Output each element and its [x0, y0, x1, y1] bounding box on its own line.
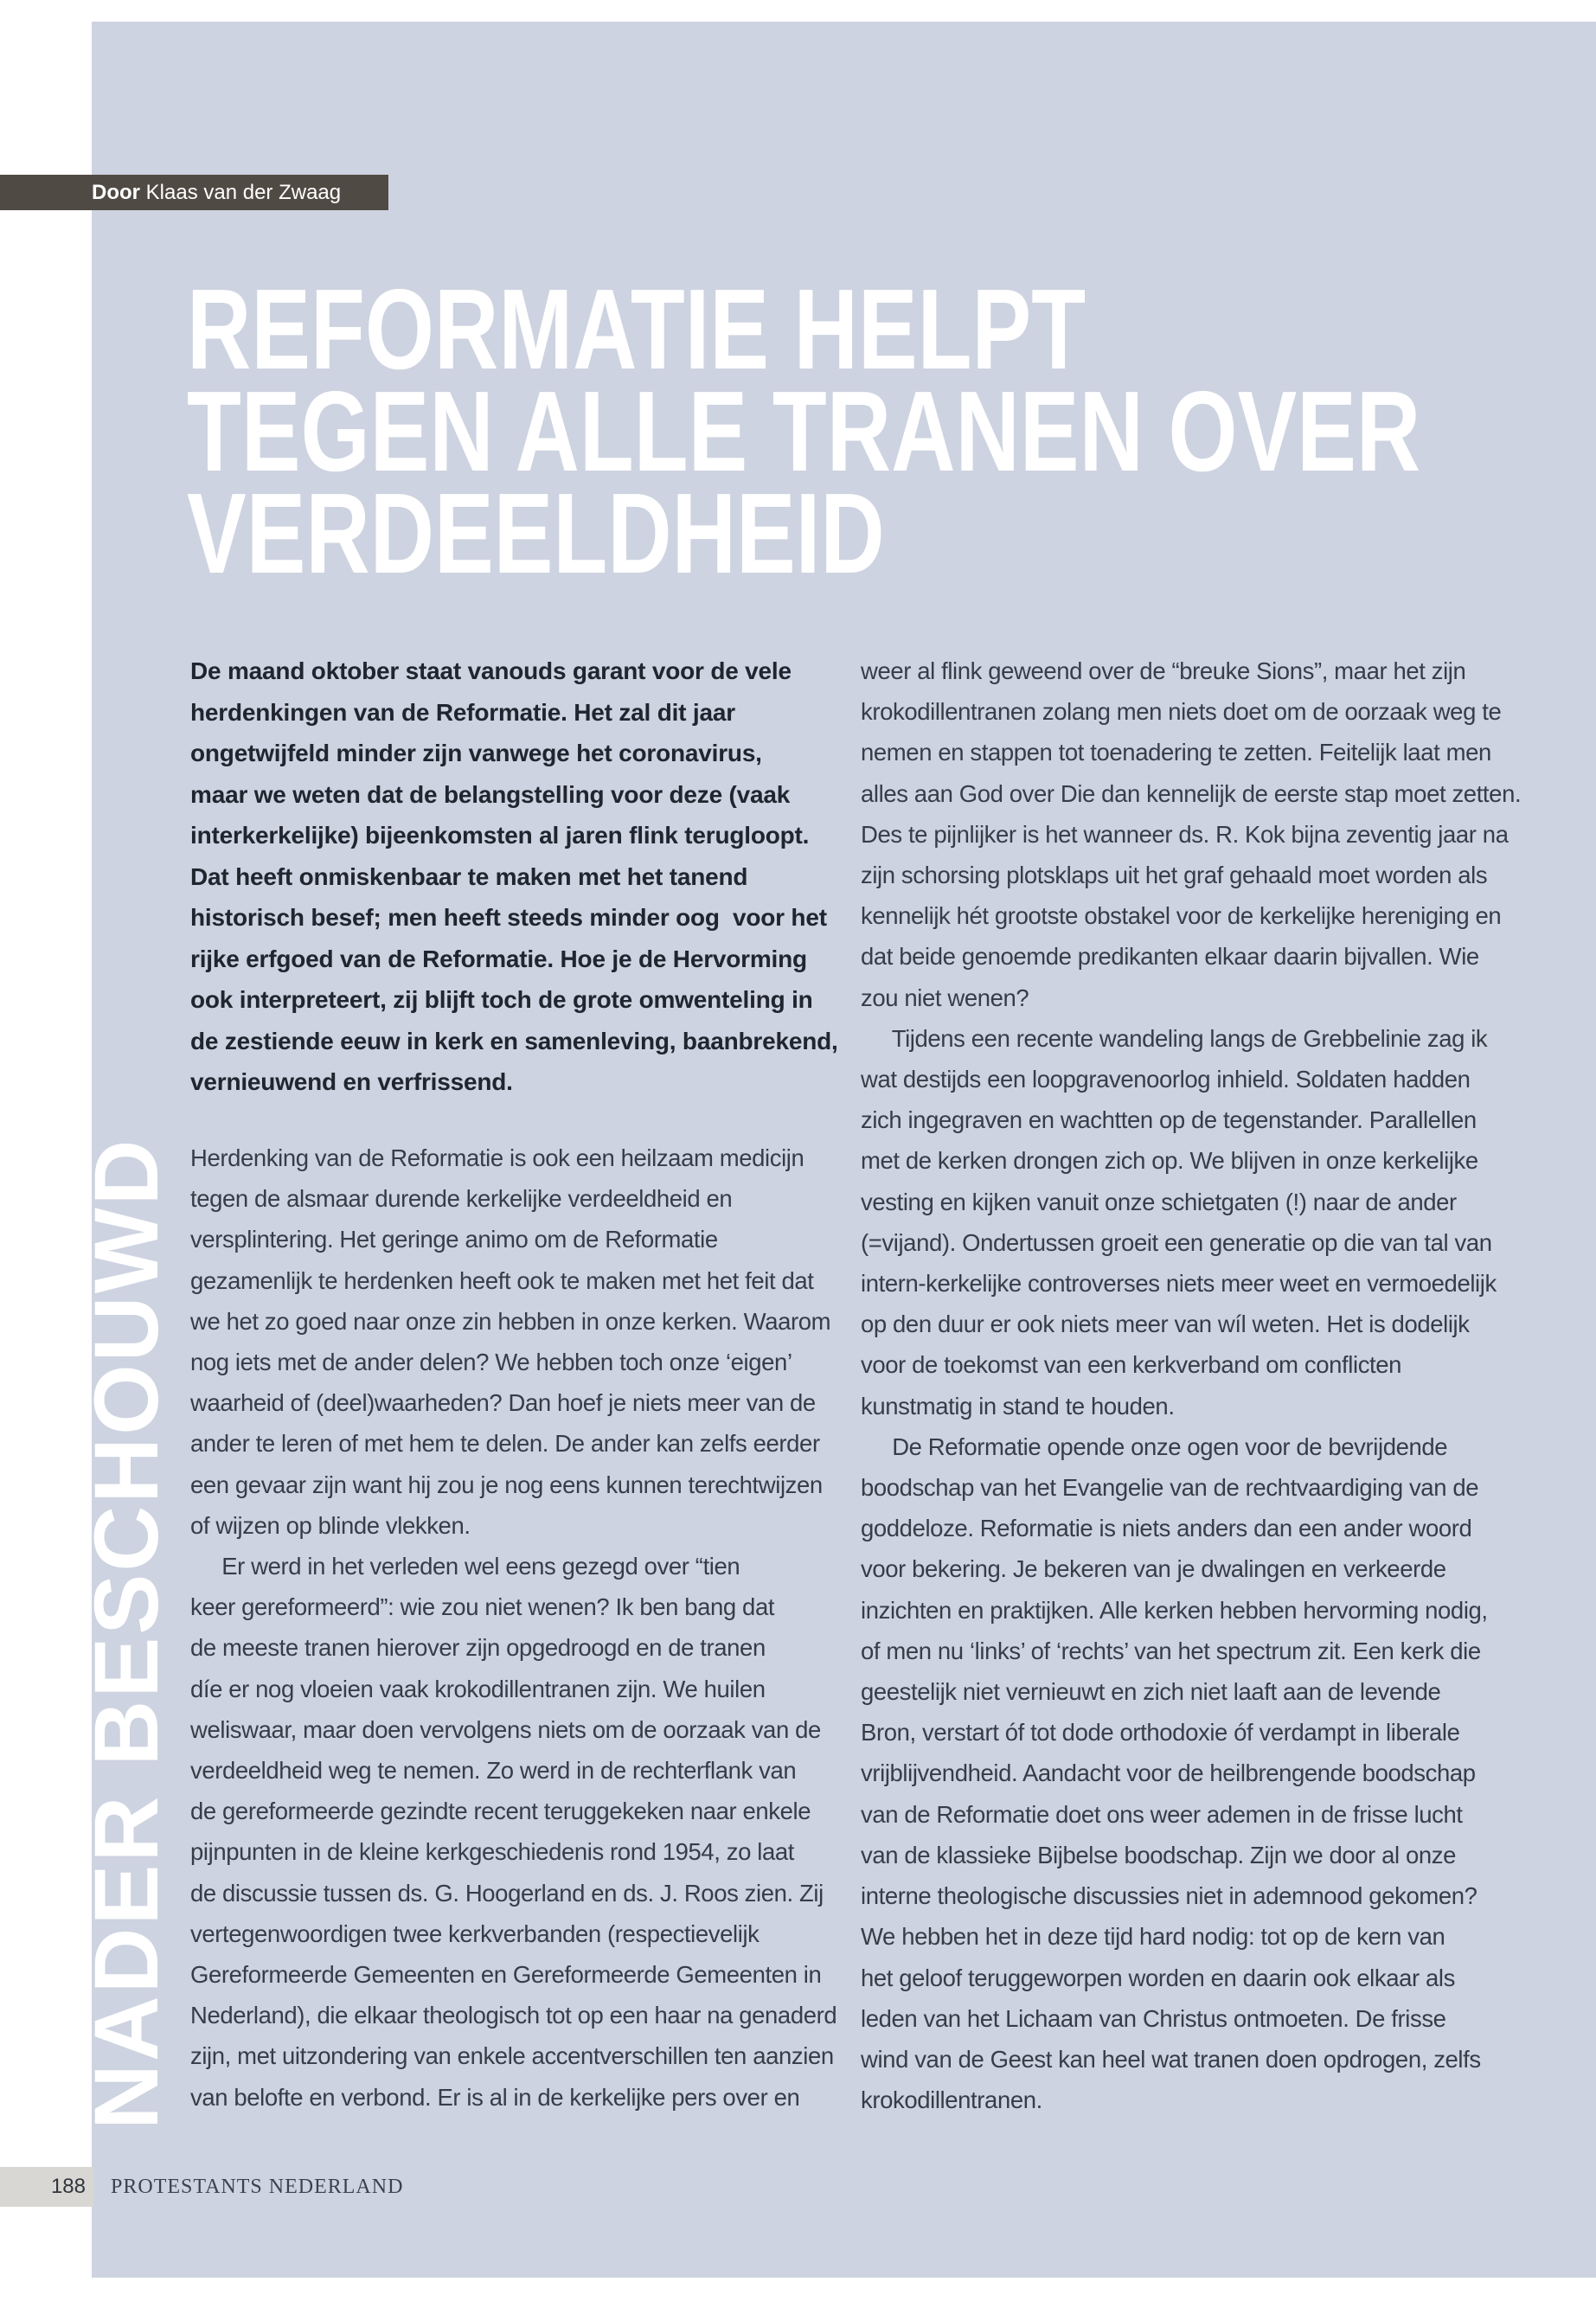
byline-bar [0, 175, 388, 210]
text-line: geestelijk niet vernieuwt en zich niet laaft aan de levende [861, 1678, 1441, 1706]
article-title [187, 266, 1421, 597]
text-line: de meeste tranen hierover zijn opgedroogd en de tranen [190, 1634, 766, 1662]
text-line: De maand oktober staat vanouds garant voor de vele [190, 657, 792, 684]
text-line: vernieuwend en verfrissend. [190, 1068, 513, 1095]
text-line: Dat heeft onmiskenbaar te maken met het tanend [190, 862, 748, 890]
text-line: van de Reformatie doet ons weer ademen in de frisse lucht [861, 1800, 1463, 1828]
text-line: maar we weten dat de belangstelling voor deze (vaak [190, 780, 791, 808]
text-line: historisch besef; men heeft steeds minder oog voor het [190, 904, 827, 931]
byline-author: Klaas van der Zwaag [140, 181, 342, 204]
text-line: nemen en stappen tot toenadering te zetten. Feitelijk laat men [861, 739, 1491, 766]
intro-paragraph [190, 651, 838, 1103]
text-line: op den duur er ook niets meer van wíl weten. Het is dodelijk [861, 1311, 1470, 1338]
text-line: herdenkingen van de Reformatie. Het zal dit jaar [190, 698, 735, 726]
text-line: verdeeldheid weg te nemen. Zo werd in de rechterflank van [190, 1757, 797, 1785]
text-line: zijn, met uitzondering van enkele accentverschillen ten aanzien [190, 2042, 834, 2070]
text-line: zijn schorsing plotsklaps uit het graf gehaald moet worden als [861, 862, 1488, 889]
text-line: een gevaar zijn want hij zou je nog eens kunnen terechtwijzen [190, 1471, 823, 1498]
text-line: Des te pijnlijker is het wanneer ds. R. Kok bijna zeventig jaar na [861, 820, 1509, 848]
footer-page-number: 188 [50, 2175, 86, 2198]
text-line: inzichten en praktijken. Alle kerken hebben hervorming nodig, [861, 1596, 1488, 1624]
text-line: van belofte en verbond. Er is al in de kerkelijke pers over en [190, 2083, 800, 2111]
text-line: of wijzen op blinde vlekken. [190, 1511, 471, 1539]
text-line: Bron, verstart óf tot dode orthodoxie óf verdampt in liberale [861, 1719, 1460, 1747]
text-line: voor bekering. Je bekeren van je dwalingen en verkeerde [861, 1555, 1446, 1583]
text-line: kunstmatig in stand te houden. [861, 1392, 1175, 1420]
text-line: REFORMATIE HELPT [187, 266, 1086, 393]
text-line: ongetwijfeld minder zijn vanwege het coronavirus, [190, 740, 762, 766]
text-line: tegen de alsmaar durende kerkelijke verdeeldheid en [190, 1185, 733, 1213]
text-line: alles aan God over Die dan kennelijk de eerste stap moet zetten. [861, 779, 1522, 807]
text-line: nog iets met de ander delen? We hebben toch onze ‘eigen’ [190, 1349, 792, 1376]
text-line: wat destijds een loopgravenoorlog inhield. Soldaten hadden [861, 1066, 1471, 1093]
text-line: Gereformeerde Gemeenten en Gereformeerde Gemeenten in [190, 1961, 822, 1989]
text-line: krokodillentranen. [861, 2086, 1042, 2114]
text-line: VERDEELDHEID [187, 470, 885, 597]
text-line: krokodillentranen zolang men niets doet om de oorzaak weg te [861, 698, 1502, 726]
text-line: intern-kerkelijke controverses niets meer weet en vermoedelijk [861, 1270, 1497, 1298]
text-line: wind van de Geest kan heel wat tranen doen opdrogen, zelfs [861, 2045, 1481, 2073]
text-line: weer al flink geweend over de “breuke Sions”, maar het zijn [861, 657, 1466, 684]
text-line: vertegenwoordigen twee kerkverbanden (respectievelijk [190, 1920, 760, 1947]
text-line: vrijblijvendheid. Aandacht voor de heilbrengende boodschap [861, 1759, 1476, 1787]
vertical-section-kicker: NADER BESCHOUWD [76, 1137, 177, 2130]
body-column-right [861, 651, 1521, 2120]
text-line: waarheid of (deel)waarheden? Dan hoef je niets meer van de [190, 1389, 816, 1417]
text-line: rijke erfgoed van de Reformatie. Hoe je de Hervorming [190, 945, 807, 972]
text-line: boodschap van het Evangelie van de rechtvaardiging van de [861, 1474, 1479, 1502]
text-line: zou niet wenen? [861, 984, 1029, 1011]
text-line: De Reformatie opende onze ogen voor de bevrijdende [861, 1433, 1448, 1460]
text-line: Er werd in het verleden wel eens gezegd over “tien [190, 1553, 740, 1580]
text-line: weliswaar, maar doen vervolgens niets om de oorzaak van de [190, 1715, 821, 1743]
text-line: goddeloze. Reformatie is niets anders dan een ander woord [861, 1515, 1472, 1542]
text-line: TEGEN ALLE TRANEN OVER [187, 368, 1421, 495]
text-line: zich ingegraven en wachtten op de tegenstander. Parallellen [861, 1106, 1477, 1134]
text-line: dat beide genoemde predikanten elkaar daarin bijvallen. Wie [861, 943, 1479, 971]
footer-page-number-band [0, 2167, 93, 2207]
text-line: leden van het Lichaam van Christus ontmoeten. De frisse [861, 2004, 1446, 2032]
text-line: de zestiende eeuw in kerk en samenleving, baanbrekend, [190, 1027, 838, 1054]
text-line: keer gereformeerd”: wie zou niet wenen? Ik ben bang dat [190, 1593, 775, 1621]
text-line: de gereformeerde gezindte recent teruggekeken naar enkele [190, 1798, 811, 1825]
text-line: versplintering. Het geringe animo om de Reformatie [190, 1226, 718, 1253]
text-line: van de klassieke Bijbelse boodschap. Zijn we door al onze [861, 1841, 1457, 1868]
byline-label: Door [92, 181, 140, 204]
text-line: vesting en kijken vanuit onze schietgaten (!) naar de ander [861, 1188, 1457, 1215]
text-line: gezamenlijk te herdenken heeft ook te maken met het feit dat [190, 1266, 814, 1294]
text-line: pijnpunten in de kleine kerkgeschiedenis rond 1954, zo laat [190, 1838, 795, 1866]
text-line: Nederland), die elkaar theologisch tot op een haar na genaderd [190, 2002, 837, 2029]
text-line: Tijdens een recente wandeling langs de Grebbelinie zag ik [861, 1024, 1488, 1052]
text-line: interkerkelijke) bijeenkomsten al jaren flink terugloopt. [190, 822, 810, 849]
text-line: we het zo goed naar onze zin hebben in onze kerken. Waarom [190, 1307, 831, 1335]
text-line: de discussie tussen ds. G. Hoogerland en ds. J. Roos zien. Zij [190, 1879, 824, 1907]
text-line: of men nu ‘links’ of ‘rechts’ van het spectrum zit. Een kerk die [861, 1637, 1481, 1664]
text-line: voor de toekomst van een kerkverband om conflicten [861, 1351, 1402, 1379]
text-line: ander te leren of met hem te delen. De ander kan zelfs eerder [190, 1430, 820, 1458]
text-line: Herdenking van de Reformatie is ook een heilzaam medicijn [190, 1144, 804, 1171]
text-line: díe er nog vloeien vaak krokodillentranen zijn. We huilen [190, 1675, 766, 1702]
text-line: het geloof teruggeworpen worden en daarin ook elkaar als [861, 1964, 1455, 1991]
text-line: ook interpreteert, zij blijft toch de grote omwenteling in [190, 986, 813, 1013]
text-line: met de kerken drongen zich op. We blijven in onze kerkelijke [861, 1147, 1478, 1175]
text-line: (=vijand). Ondertussen groeit een generatie op die van tal van [861, 1228, 1492, 1256]
text-line: interne theologische discussies niet in ademnood gekomen? [861, 1882, 1477, 1910]
body-column-left [190, 1138, 836, 2118]
footer-magazine-title: PROTESTANTS NEDERLAND [111, 2176, 404, 2198]
text-line: We hebben het in deze tijd hard nodig: tot op de kern van [861, 1923, 1445, 1951]
text-line: kennelijk hét grootste obstakel voor de kerkelijke hereniging en [861, 902, 1502, 930]
